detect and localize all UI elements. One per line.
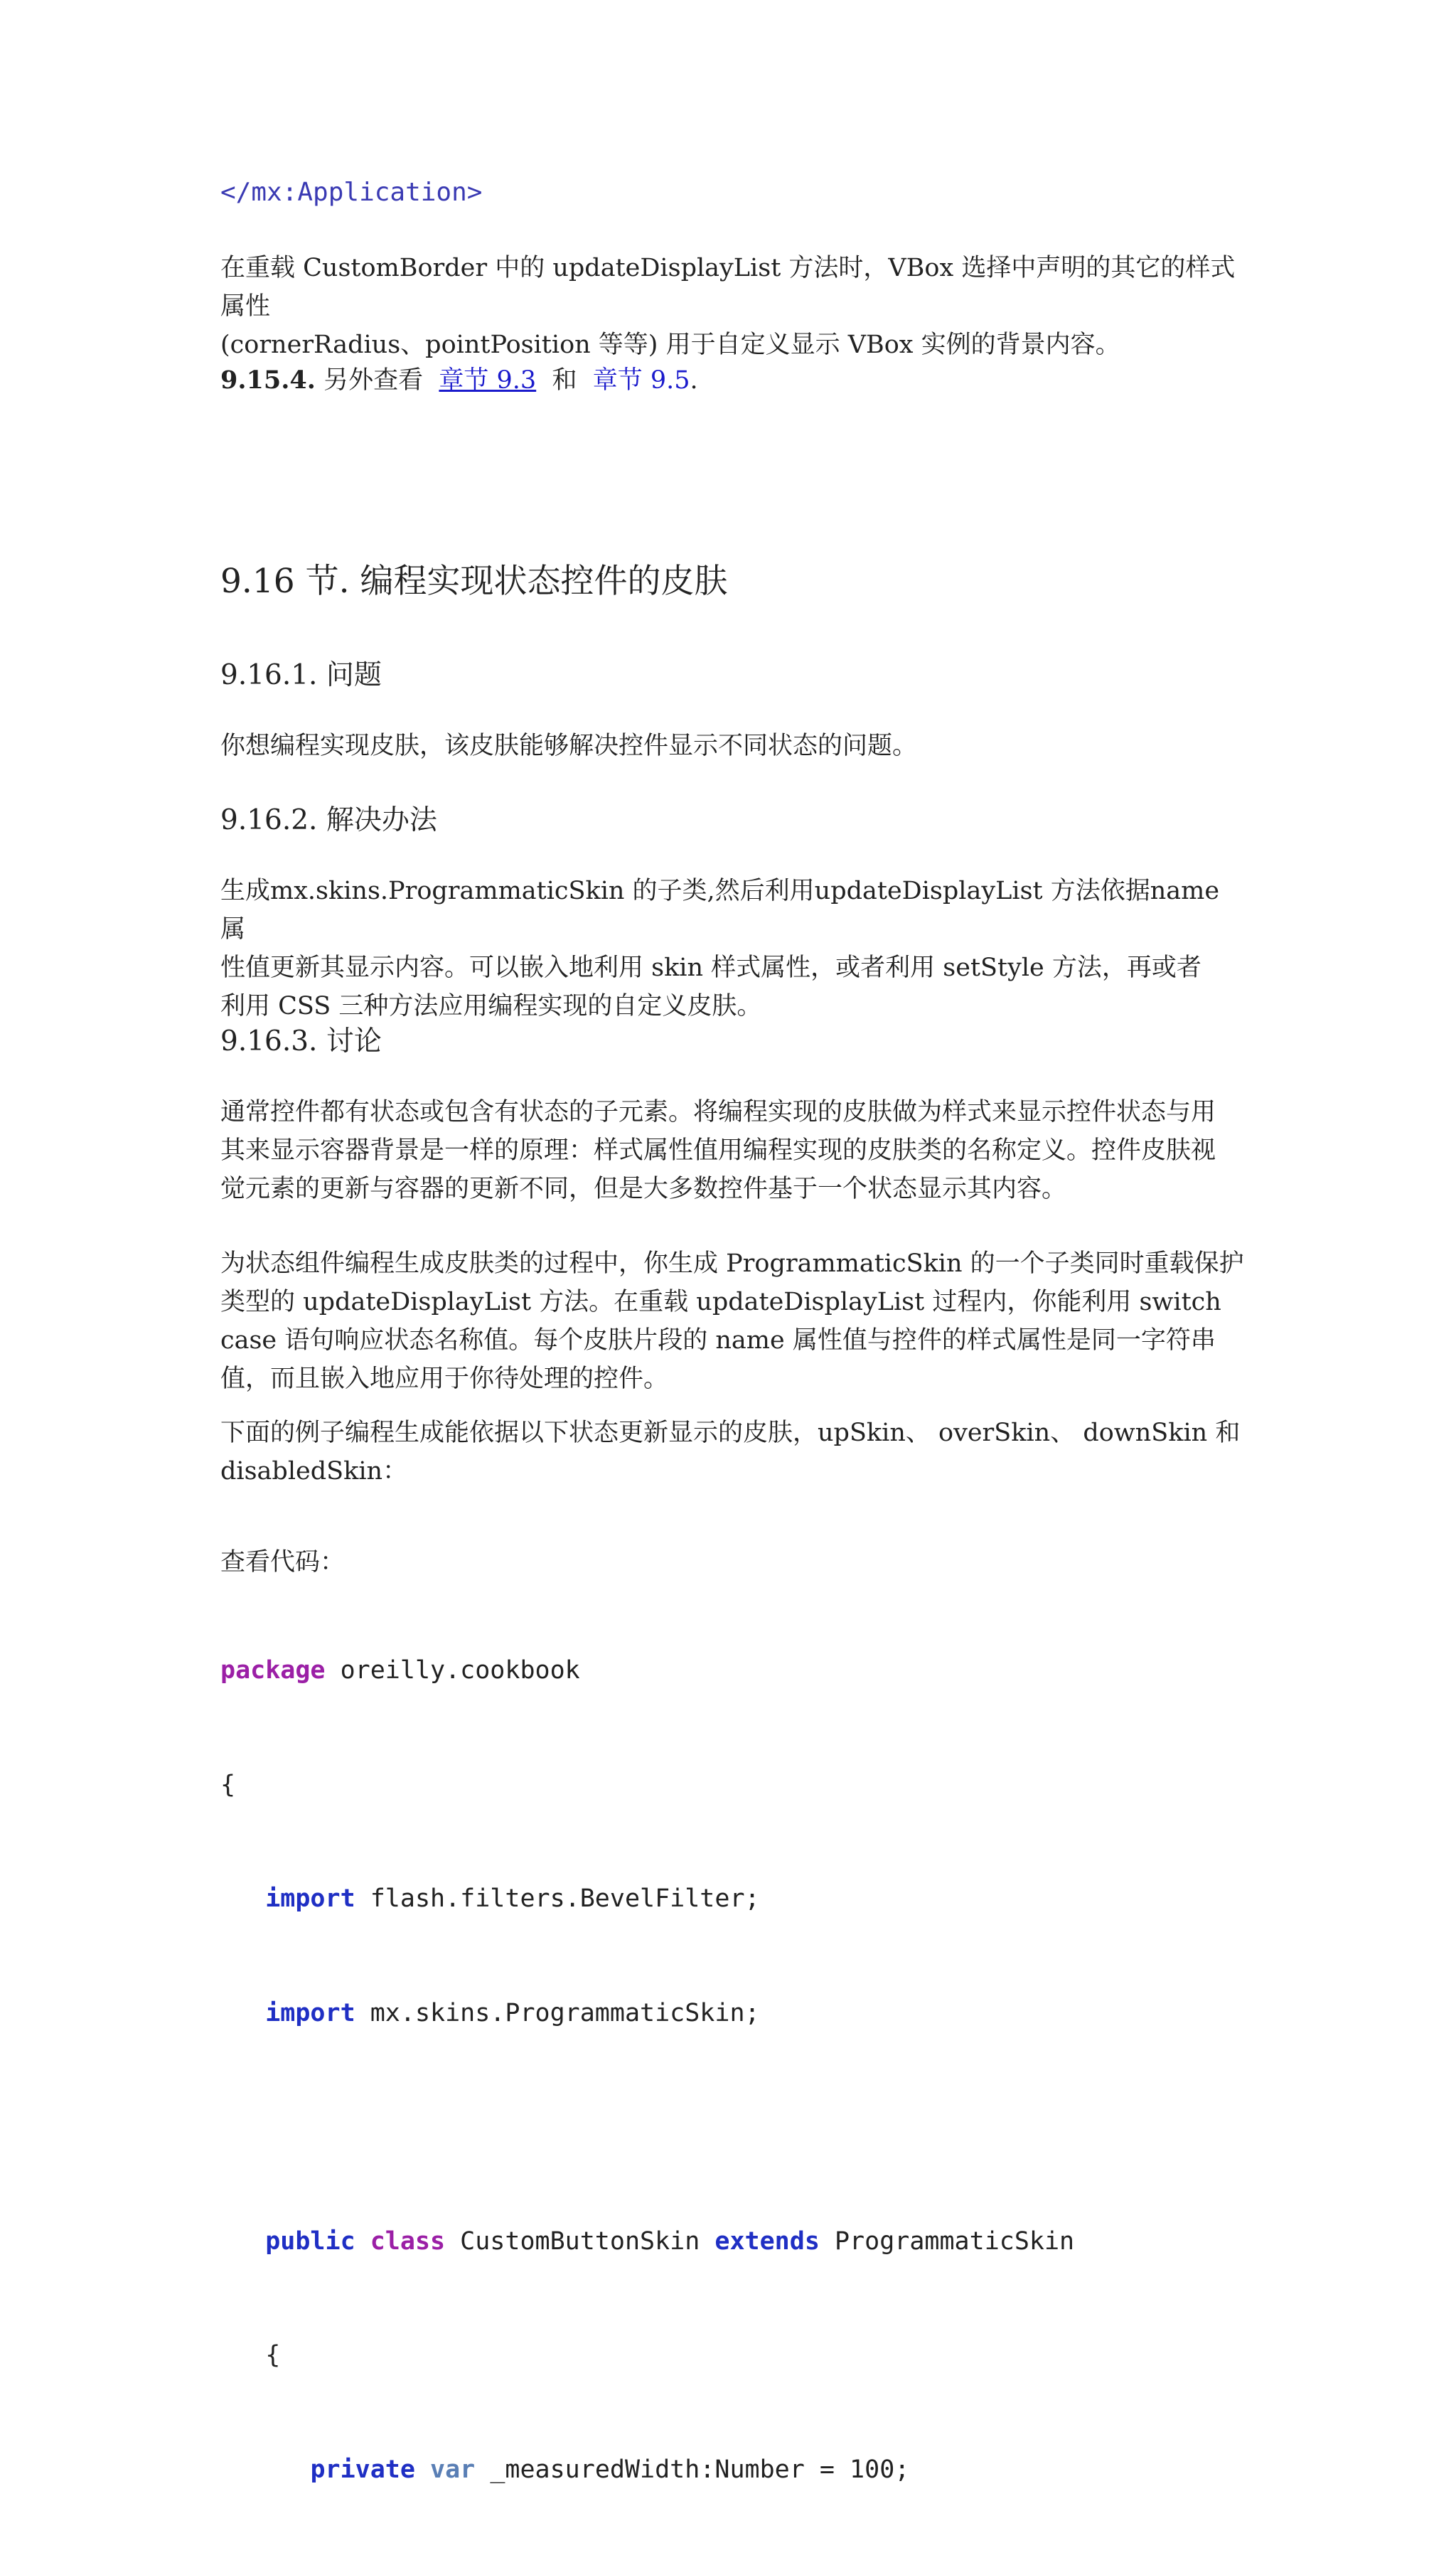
paragraph-line: 在重载 CustomBorder 中的 updateDisplayList 方法时，VBox 选择中声明的其它的样式属性 <box>220 254 1236 321</box>
paragraph-line: 为状态组件编程生成皮肤类的过程中，你生成 ProgrammaticSkin 的一个子类同时重载保护 <box>220 1249 1244 1278</box>
paragraph-line: 觉元素的更新与容器的更新不同，但是大多数控件基于一个状态显示其内容。 <box>220 1175 1067 1203</box>
code-closing-tag: </mx:Application> <box>220 178 483 207</box>
paragraph-discussion-3 <box>220 1414 1244 1491</box>
code-base-class: ProgrammaticSkin <box>819 2227 1075 2256</box>
paragraph-line: 类型的 updateDisplayList 方法。在重载 updateDisplayList 过程内，你能利用 switch <box>220 1288 1221 1316</box>
code-import: mx.skins.ProgrammaticSkin; <box>355 1998 760 2027</box>
heading-discussion: 9.16.3. 讨论 <box>220 1025 382 1057</box>
code-block <box>220 1576 1074 2565</box>
paragraph-line: 下面的例子编程生成能依据以下状态更新显示的皮肤，upSkin、 overSkin、 downSkin 和 <box>220 1419 1241 1447</box>
code-line <box>220 2223 1074 2261</box>
paragraph-discussion-2 <box>220 1244 1244 1398</box>
see-also-line <box>220 361 698 396</box>
code-line <box>220 1766 1074 1805</box>
paragraph-custom-border <box>220 249 1244 364</box>
keyword-class: class <box>370 2227 446 2256</box>
code-line <box>220 1652 1074 1690</box>
keyword-extends: extends <box>714 2227 820 2256</box>
code-field: _measuredWidth:Number = 100; <box>475 2455 910 2484</box>
see-also-end: . <box>690 366 698 395</box>
see-also-text: 另外查看 <box>323 366 424 395</box>
link-section-9-3[interactable]: 章节 9.3 <box>439 366 537 395</box>
paragraph-line: 值，而且嵌入地应用于你待处理的控件。 <box>220 1365 669 1393</box>
paragraph-line: disabledSkin： <box>220 1457 408 1486</box>
paragraph-line: 通常控件都有状态或包含有状态的子元素。将编程实现的皮肤做为样式来显示控件状态与用 <box>220 1098 1216 1126</box>
paragraph-line: 性值更新其显示内容。可以嵌入地利用 skin 样式属性，或者利用 setStyle 方法，再或者 <box>220 954 1201 982</box>
keyword-package: package <box>220 1656 326 1685</box>
keyword-import: import <box>265 1884 355 1913</box>
code-brace: { <box>220 1770 236 1799</box>
view-code-label: 查看代码： <box>220 1548 346 1577</box>
keyword-var: var <box>430 2455 476 2484</box>
keyword-public: public <box>265 2227 355 2256</box>
heading-solution: 9.16.2. 解决办法 <box>220 804 437 836</box>
code-line <box>220 2451 1074 2490</box>
code-package-name: oreilly.cookbook <box>325 1656 580 1685</box>
code-import: flash.filters.BevelFilter; <box>355 1884 760 1913</box>
section-title: 9.16 节. 编程实现状态控件的皮肤 <box>220 562 728 601</box>
code-line <box>220 2337 1074 2375</box>
code-line <box>220 1880 1074 1919</box>
keyword-import: import <box>265 1998 355 2027</box>
code-brace: { <box>265 2341 281 2369</box>
see-also-number: 9.15.4. <box>220 366 316 395</box>
paragraph-line: (cornerRadius、pointPosition 等等) 用于自定义显示 VBox 实例的背景内容。 <box>220 331 1120 359</box>
link-section-9-5[interactable]: 章节 9.5 <box>592 366 690 395</box>
heading-problem: 9.16.1. 问题 <box>220 659 382 691</box>
paragraph-line: 利用 CSS 三种方法应用编程实现的自定义皮肤。 <box>220 992 762 1020</box>
paragraph-discussion-1 <box>220 1093 1244 1208</box>
paragraph-line: 其来显示容器背景是一样的原理：样式属性值用编程实现的皮肤类的名称定义。控件皮肤视 <box>220 1136 1216 1165</box>
code-line <box>220 2108 1074 2147</box>
keyword-private: private <box>310 2455 415 2484</box>
paragraph-line: 生成mx.skins.ProgrammaticSkin 的子类,然后利用updateDisplayList 方法依据name 属 <box>220 877 1220 944</box>
paragraph-problem: 你想编程实现皮肤，该皮肤能够解决控件显示不同状态的问题。 <box>220 732 918 760</box>
paragraph-line: case 语句响应状态名称值。每个皮肤片段的 name 属性值与控件的样式属性是同一字符串 <box>220 1326 1216 1355</box>
paragraph-solution <box>220 872 1244 1025</box>
code-class-name: CustomButtonSkin <box>445 2227 715 2256</box>
code-line <box>220 1995 1074 2033</box>
see-also-and: 和 <box>552 366 577 395</box>
